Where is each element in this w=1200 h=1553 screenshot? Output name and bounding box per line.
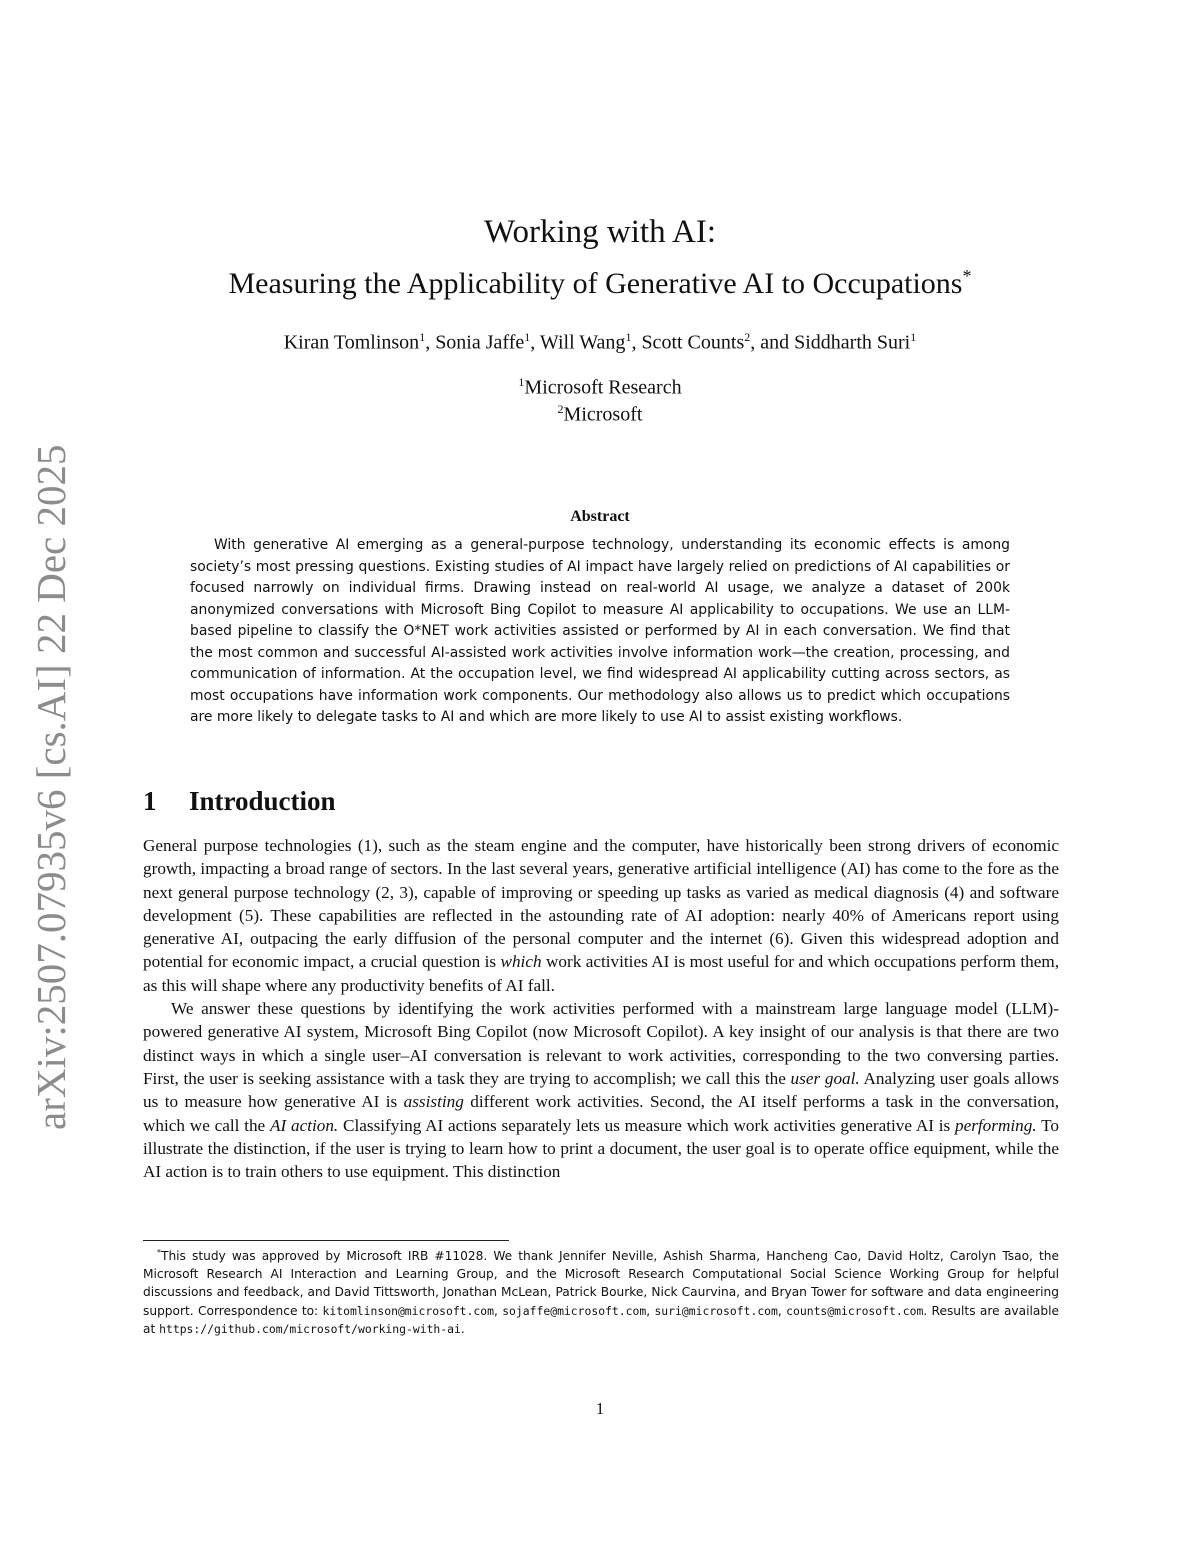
correspondence-email[interactable]: suri@microsoft.com [654,1303,778,1318]
abstract-heading: Abstract [570,508,630,525]
body-paragraph: We answer these questions by identifying the work activities performed with a mainstream large language model (LLM)-powered generative AI system, Microsoft Bing Copilot (now Microsoft Copilot). A key insight of our analysis is that there are two distinct ways in which a single user–AI conversation is relevant to work activities, corresponding to the two conversing parties. First, the user is seeking assistance with a task they are trying to accomplish; we call this the user goal. Analyzing user goals allows us to measure how generative AI is assisting different work activities. Second, the AI itself performs a task in the conversation, which we call the AI action. Classifying AI actions separately lets us measure which work activities generative AI is performing. To illustrate the distinction, if the user is trying to learn how to print a document, the user goal is to operate office equipment, while the AI action is to train others to use equipment. This distinction [143,999,1060,1182]
affiliation-name: Microsoft [563,403,643,426]
results-availability-text: Results are available at [143,1303,1059,1336]
author-name: Scott Counts [641,331,745,354]
author-name: Kiran Tomlinson [283,331,420,354]
emphasized-term: user goal. [790,1068,860,1088]
results-url-link[interactable]: https://github.com/microsoft/working-with-ai [159,1321,461,1336]
author-affiliation-mark: 1 [419,330,426,344]
author-name: Will Wang [539,331,626,354]
arxiv-identifier-stamp: arXiv:2507.07935v6 [cs.AI] 22 Dec 2025 [28,444,74,1130]
footnote-mark: * [157,1248,161,1257]
affiliation-mark: 1 [518,375,525,389]
paper-title-line-2 [0,256,1200,304]
page-number: 1 [595,1399,605,1418]
emphasized-term: performing. [954,1115,1037,1135]
paper-title-text: Measuring the Applicability of Generative AI to Occupations [228,267,963,300]
footnote-rule [143,1240,509,1241]
emphasized-term: which [500,952,542,972]
affiliation-2 [0,395,1200,429]
correspondence-email[interactable]: counts@microsoft.com [786,1303,924,1318]
emphasized-term: AI action. [269,1115,339,1135]
correspondence-email[interactable]: sojaffe@microsoft.com [502,1303,647,1318]
author-affiliation-mark: 1 [625,330,632,344]
body-text [143,834,1059,1183]
affiliation-name: Microsoft Research [524,376,682,399]
section-number: 1 [143,786,157,816]
title-footnote-mark: * [962,266,972,286]
footnote: *This study was approved by Microsoft IRB #11028. We thank Jennifer Neville, Ashish Sharma, Hancheng Cao, David Holtz, Carolyn Tsao, the Microsoft Research AI Interaction and Learning Group, and the Microsoft Research Computational Social Science Working Group for helpful discussions and feedback, and David Tittsworth, Jonathan McLean, Patrick Bourke, Nick Caurvina, and Bryan Tower for software and data engineering support. Correspondence to: kitomlinson@microsoft.com, sojaffe@microsoft.com, suri@microsoft.com, counts@microsoft.com. Results are available at https://github.com/microsoft/working-with-ai. [143,1248,1059,1336]
affiliation-mark: 2 [557,402,564,416]
footnote-text: This study was approved by Microsoft IRB #11028. We thank Jennifer Neville, Ashish Sharma, Hancheng Cao, David Holtz, Carolyn Tsao, the Microsoft Research AI Interaction and Learning Group, and the Microsoft Research Computational Social Science Working Group for helpful discussions and feedback, and David Tittsworth, Jonathan McLean, Patrick Bourke, Nick Caurvina, and Bryan Tower for software and data engineering support. Correspondence to: [143,1249,1059,1318]
author-affiliation-mark: 1 [910,330,917,344]
abstract-text: With generative AI emerging as a general-purpose technology, understanding its economic effects is among society’s most pressing questions. Existing studies of AI impact have largely relied on predictions of AI capabilities or focused narrowly on individual firms. Drawing instead on real-world AI usage, we analyze a dataset of 200k anonymized conversations with Microsoft Bing Copilot to measure AI applicability to occupations. We use an LLM-based pipeline to classify the O*NET work activities assisted or performed by AI in each conversation. We find that the most common and successful AI-assisted work activities involve information work—the creation, processing, and communication of information. At the occupation level, we find widespread AI applicability cutting across sectors, as most occupations have information work components. Our methodology also allows us to predict which occupations are more likely to delegate tasks to AI and which are more likely to use AI to assist existing workflows. [190,537,1010,725]
body-paragraph: General purpose technologies (1), such as the steam engine and the computer, have historically been strong drivers of economic growth, impacting a broad range of sectors. In the last several years, generative artificial intelligence (AI) has come to the fore as the next general purpose technology (2, 3), capable of improving or speeding up tasks as varied as medical diagnosis (4) and software development (5). These capabilities are reflected in the astounding rate of AI adoption: nearly 40% of Americans report using generative AI, outpacing the early diffusion of the personal computer and the internet (6). Given this widespread adoption and potential for economic impact, a crucial question is which work activities AI is most useful for and which occupations perform them, as this will shape where any productivity benefits of AI fall. [143,836,1059,995]
author-name: Sonia Jaffe [435,331,525,354]
correspondence-email[interactable]: kitomlinson@microsoft.com [322,1303,494,1318]
author-affiliation-mark: 2 [744,330,751,344]
author-affiliation-mark: 1 [524,330,531,344]
section-heading [143,783,336,819]
paper-title-line-1: Working with AI: [484,214,716,250]
section-title: Introduction [189,786,336,816]
emphasized-term: assisting [403,1092,464,1112]
author-list: Kiran Tomlinson$^1$, Sonia Jaffe$^1$, Will Wang$^1$, Scott Counts$^2$, and Siddharth Suri$^1$ [283,330,917,354]
author-name: Siddharth Suri [794,331,911,354]
